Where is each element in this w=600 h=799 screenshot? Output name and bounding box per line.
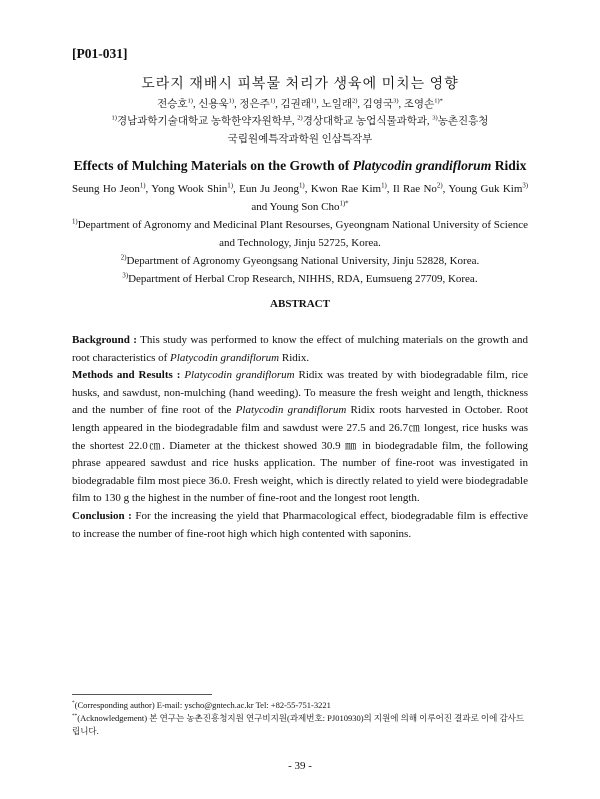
ko-author-sup: 1)* [434,97,443,105]
ko-author-sup: 1) [269,97,276,105]
species-name: Platycodin grandiflorum [352,158,492,173]
korean-authors: 전승호$^{1)}$, 신용욱$^{1)}$, 정은주$^{1)}$, 김권래$^{1)}$, 노일래$^{2)}$, 김영국$^{3)}$, 조영손$^{1)*}$ [157,97,443,110]
ko-author: 정은주 [239,99,270,110]
ko-author: 노일래 [321,99,352,110]
ko-author-sup: 2) [351,97,358,105]
ko-author-sup: 1) [187,97,193,105]
ko-affil-sup: 1) [111,114,117,122]
en-author: Yong Wook Shin [151,183,228,195]
ko-affil-text: 경남과학기술대학교 농학한약자원학부, [116,116,298,127]
korean-title: 도라지 재배시 피복물 처리가 생육에 미치는 영향 [141,77,459,92]
ko-author: 김권래 [280,99,311,110]
footnote-acknowledgement: **(Acknowledgement) 본 연구는 농촌진흥청지원 연구비지원(과제번호: PJ010930)의 지원에 의해 이루어진 결과로 이에 감사드립니다. [72,713,525,736]
en-author: Young Guk Kim [448,183,523,195]
ko-author-sup: 1) [228,97,235,105]
abstract-heading: ABSTRACT [270,298,330,310]
ko-author: 김영국 [362,99,394,110]
ko-affil-text: 경상대학교 농업식물과학과, [302,116,433,127]
affiliation-3: $^{3)}$Department of Herbal Crop Research, NIHHS, RDA, Eumsueng 27709, Korea. [122,272,478,285]
affiliation-1: $^{1)}$Department of Agronomy and Medicinal Plant Resourses, Gyeongnam National University of Science and Technology, Jinju 52725, Korea. [72,218,528,249]
en-author: Eun Ju Jeong [239,183,299,195]
background-paragraph: Background : This study was performed to know the effect of mulching materials on the growth and root characteristics of Platycodin grandiflorum Ridix. [72,334,528,364]
conclusion-paragraph: Conclusion : For the increasing the yield that Pharmacological effect, biodegradable film is effective to increase the number of fine-root high which high contented with saponins. [72,509,528,540]
ko-author: 신용욱 [198,99,229,110]
methods-paragraph: Methods and Results : Platycodin grandiflorum Ridix was treated by with biodegradable film, rice husks, and sawdust, non-mulching (hand weeding). To measure the fresh weight and length, thickness and the number of fine root of the Platycodin grandiflorum Ridix roots harvested in October. Root length appeared in the biodegradable film and sawdust were 27.5 and 26.7㎝ longest, rice husks was the shortest 22.0㎝. Diameter at the thickest showed 30.9 ㎜ in biodegradable film, the following phrase appeared sawdust and rice husks application. The number of fine-root was investigated in biodegradable film most piece 36.0. Fresh weight, which is directly related to yield were biodegradable film to 130 g the highest in the number of fine-root and the longest root length. [72,369,529,505]
ko-author: 전승호 [157,99,188,110]
en-author: Il Rae No [392,183,437,195]
ko-author: 조영손 [403,99,435,110]
ko-affil-sup: 3) [432,114,438,122]
footnote-corresponding: *(Corresponding author) E-mail: yscho@gntech.ac.kr Tel: +82-55-751-3221 [72,700,331,710]
english-authors: Seung Ho Jeon$^{1)}$, Yong Wook Shin$^{1)}$, Eun Ju Jeong$^{1)}$, Kwon Rae Kim$^{1)}$, Il Rae No$^{2)}$, Young Guk Kim$^{3)}$ and Young Son Cho$^{1)*}$ [72,182,529,213]
footnote-rule [72,694,212,695]
poster-code: [P01-031] [72,46,128,61]
ko-affil-sup: 2) [297,114,303,122]
ko-author-sup: 3) [393,97,399,105]
en-author: Young Son Cho [269,201,340,213]
ko-author-sup: 1) [310,97,317,105]
page-number: - 39 - [288,760,312,772]
abstract-body [72,332,528,543]
en-author: Seung Ho Jeon [72,183,140,195]
ko-affil-text: 국립원예특작과학원 인삼특작부 [227,134,373,145]
english-title: Effects of Mulching Materials on the Growth of Platycodin grandiflorum Ridix [73,158,527,173]
affiliation-2: $^{2)}$Department of Agronomy Gyeongsang National University, Jinju 52828, Korea. [120,254,480,267]
korean-affiliations [72,113,528,149]
ko-affil-text: 농촌진흥청 [437,116,489,127]
en-author: Kwon Rae Kim [310,183,382,195]
